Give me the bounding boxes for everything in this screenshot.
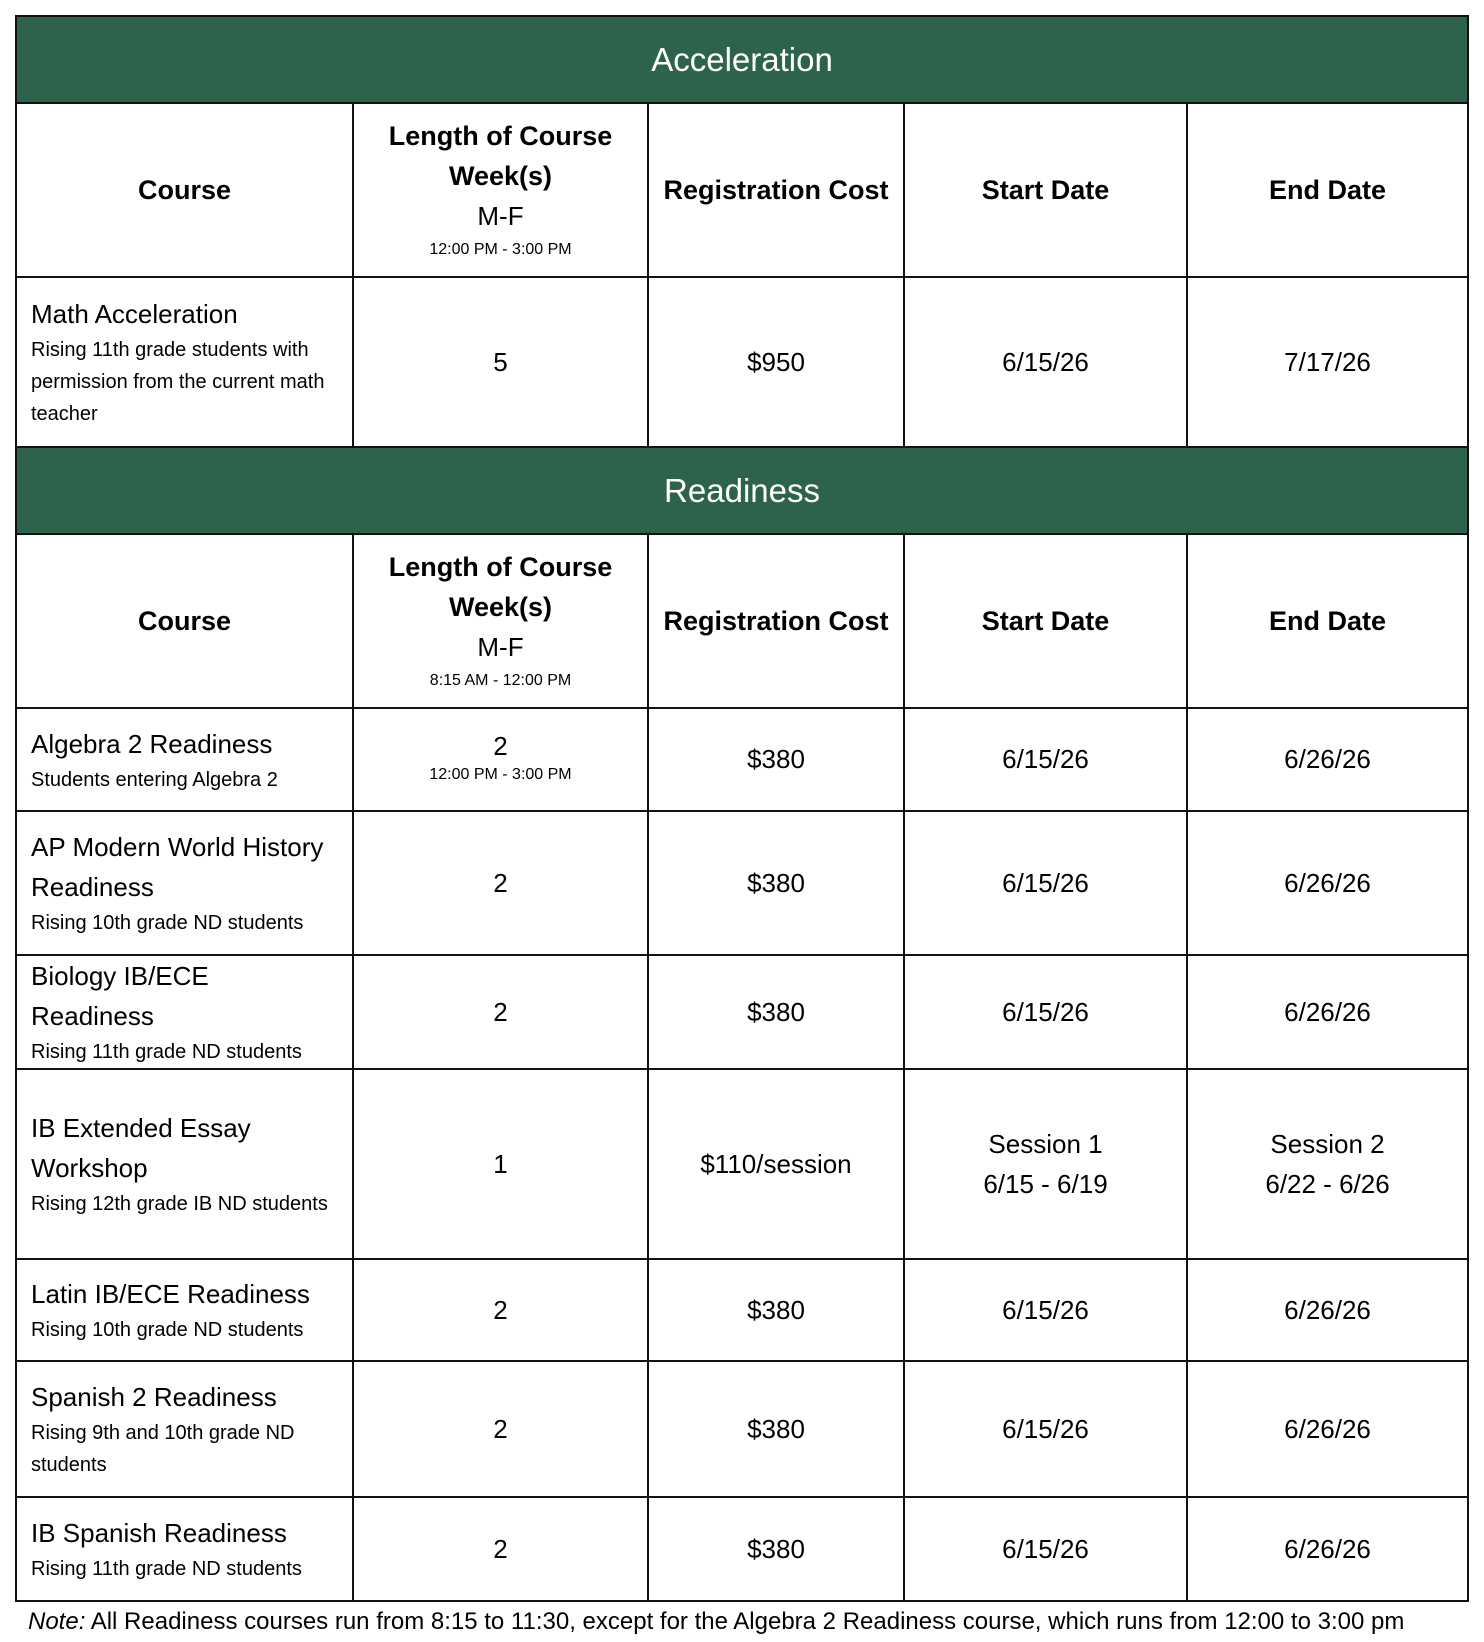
course-cell — [16, 955, 353, 1069]
course-name: Latin IB/ECE Readiness — [31, 1279, 310, 1309]
header-length — [353, 103, 648, 277]
start-date: 6/15/26 — [1002, 744, 1089, 774]
start-date: 6/15/26 — [1002, 346, 1089, 377]
end-session-label: Session 2 — [1270, 1129, 1385, 1159]
course-cell — [16, 1259, 353, 1361]
end-date: 6/26/26 — [1284, 1533, 1371, 1564]
cost-cell — [648, 1361, 904, 1497]
header-hours: 12:00 PM - 3:00 PM — [429, 241, 572, 258]
header-days: M-F — [477, 632, 524, 662]
end-cell — [1187, 955, 1468, 1069]
length-cell — [353, 1069, 648, 1259]
start-cell — [904, 1259, 1187, 1361]
cost-cell — [648, 277, 904, 447]
length-cell — [353, 955, 648, 1069]
end-cell — [1187, 277, 1468, 447]
start-cell — [904, 1361, 1187, 1497]
header-end: End Date — [1187, 103, 1468, 277]
weeks: 2 — [493, 731, 508, 761]
start-cell — [904, 1069, 1187, 1259]
section-header-readiness — [16, 447, 1468, 534]
weeks: 5 — [493, 346, 508, 377]
cost: $380 — [747, 1294, 805, 1325]
header-course: Course — [16, 534, 353, 708]
end-cell — [1187, 811, 1468, 955]
course-name: IB Extended Essay Workshop — [31, 1113, 251, 1183]
note-label: Note: — [28, 1608, 86, 1635]
end-date: 6/26/26 — [1284, 1294, 1371, 1325]
cost-cell — [648, 1497, 904, 1601]
header-hours: 8:15 AM - 12:00 PM — [429, 672, 572, 689]
course-eligibility: Rising 11th grade ND students — [31, 1041, 302, 1063]
end-date: 7/17/26 — [1284, 346, 1371, 377]
course-name: Spanish 2 Readiness — [31, 1382, 277, 1412]
length-cell — [353, 1259, 648, 1361]
end-date: 6/26/26 — [1284, 1413, 1371, 1444]
cost: $110/session — [700, 1148, 852, 1179]
header-start: Start Date — [904, 103, 1187, 277]
header-course: Course — [16, 103, 353, 277]
end-date: 6/26/26 — [1284, 744, 1371, 774]
course-cell — [16, 708, 353, 811]
weeks: 2 — [493, 867, 508, 898]
course-eligibility: Rising 9th and 10th grade ND students — [31, 1422, 295, 1476]
course-name: Biology IB/ECE Readiness — [31, 961, 209, 1031]
course-cell — [16, 811, 353, 955]
header-length — [353, 534, 648, 708]
weeks: 2 — [493, 1294, 508, 1325]
end-cell — [1187, 1069, 1468, 1259]
course-cell — [16, 277, 353, 447]
course-row — [16, 277, 1468, 447]
course-name: Math Acceleration — [31, 299, 238, 329]
cost-cell — [648, 955, 904, 1069]
start-date: 6/15/26 — [1002, 1413, 1089, 1444]
course-row — [16, 955, 1468, 1069]
end-cell — [1187, 1497, 1468, 1601]
weeks: 2 — [493, 1413, 508, 1444]
end-dates: 6/22 - 6/26 — [1265, 1169, 1390, 1199]
cost-cell — [648, 1069, 904, 1259]
header-length-label: Length of Course Week(s) — [388, 552, 613, 622]
end-date: 6/26/26 — [1284, 867, 1371, 898]
end-date: 6/26/26 — [1284, 996, 1371, 1027]
cost: $950 — [747, 346, 805, 377]
course-row — [16, 708, 1468, 811]
course-name: IB Spanish Readiness — [31, 1518, 287, 1548]
course-eligibility: Rising 11th grade ND students — [31, 1558, 302, 1580]
course-eligibility: Rising 10th grade ND students — [31, 1319, 304, 1341]
start-cell — [904, 708, 1187, 811]
start-date: 6/15/26 — [1002, 1533, 1089, 1564]
course-eligibility: Rising 11th grade students with permission from the current math teacher — [31, 339, 325, 425]
cost-cell — [648, 1259, 904, 1361]
length-cell — [353, 708, 648, 811]
cost: $380 — [747, 744, 805, 774]
length-cell — [353, 1361, 648, 1497]
start-dates: 6/15 - 6/19 — [983, 1169, 1108, 1199]
cost: $380 — [747, 867, 805, 898]
column-header-row — [16, 534, 1468, 708]
section-title: Readiness — [16, 447, 1468, 534]
course-eligibility: Students entering Algebra 2 — [31, 768, 278, 791]
length-cell — [353, 1497, 648, 1601]
footnote — [28, 1608, 1404, 1636]
start-cell — [904, 277, 1187, 447]
length-cell — [353, 811, 648, 955]
weeks: 2 — [493, 1533, 508, 1564]
cost-cell — [648, 708, 904, 811]
cost-cell — [648, 811, 904, 955]
column-header-row — [16, 103, 1468, 277]
course-row — [16, 811, 1468, 955]
note-text: All Readiness courses run from 8:15 to 11:30, except for the Algebra 2 Readiness course, which runs from 12:00 to 3:00 pm — [85, 1608, 1405, 1635]
start-cell — [904, 811, 1187, 955]
header-days: M-F — [477, 201, 524, 231]
course-cell — [16, 1497, 353, 1601]
cost: $380 — [747, 996, 805, 1027]
course-name: AP Modern World History Readiness — [31, 832, 324, 902]
course-cell — [16, 1361, 353, 1497]
course-row — [16, 1497, 1468, 1601]
header-start: Start Date — [904, 534, 1187, 708]
header-cost: Registration Cost — [648, 103, 904, 277]
course-schedule-table — [15, 15, 1469, 1602]
course-eligibility: Rising 12th grade IB ND students — [31, 1193, 328, 1215]
weeks: 2 — [493, 996, 508, 1027]
end-cell — [1187, 708, 1468, 811]
start-date: 6/15/26 — [1002, 996, 1089, 1027]
header-cost: Registration Cost — [648, 534, 904, 708]
end-cell — [1187, 1259, 1468, 1361]
section-title: Acceleration — [16, 16, 1468, 103]
header-length-label: Length of Course Week(s) — [388, 121, 613, 191]
course-name: Algebra 2 Readiness — [31, 728, 273, 759]
course-row — [16, 1069, 1468, 1259]
start-cell — [904, 1497, 1187, 1601]
course-row — [16, 1361, 1468, 1497]
weeks: 1 — [493, 1148, 508, 1179]
course-cell — [16, 1069, 353, 1259]
end-cell — [1187, 1361, 1468, 1497]
course-row — [16, 1259, 1468, 1361]
start-cell — [904, 955, 1187, 1069]
course-eligibility: Rising 10th grade ND students — [31, 912, 304, 934]
start-date: 6/15/26 — [1002, 1294, 1089, 1325]
weeks-note: 12:00 PM - 3:00 PM — [429, 766, 572, 783]
header-end: End Date — [1187, 534, 1468, 708]
cost: $380 — [747, 1413, 805, 1444]
cost: $380 — [747, 1533, 805, 1564]
section-header-acceleration — [16, 16, 1468, 103]
length-cell — [353, 277, 648, 447]
start-date: 6/15/26 — [1002, 867, 1089, 898]
start-session-label: Session 1 — [988, 1129, 1103, 1159]
